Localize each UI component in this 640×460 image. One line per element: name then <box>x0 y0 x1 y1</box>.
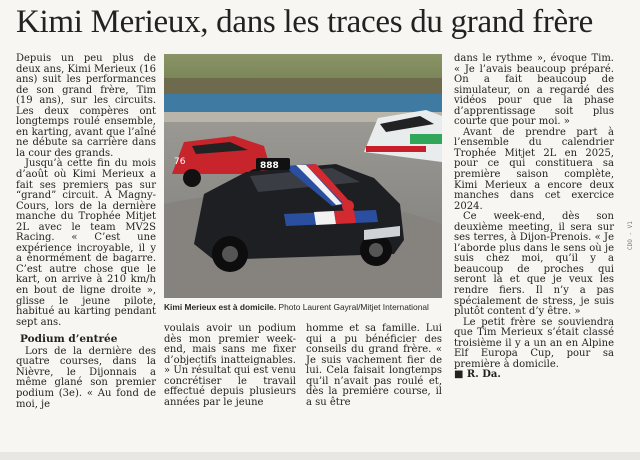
col1-paragraph-3: Lors de la dernière des quatre courses, dans la Nièvre, le Dijonnais a même glané son premier podium (3e). « Au fond de moi, je <box>16 345 156 410</box>
column-4 <box>454 54 614 384</box>
back-car-number: 76 <box>174 157 186 167</box>
car-number: 888 <box>260 161 279 171</box>
author-signature: ■ R. Da. <box>454 369 501 381</box>
race-car-illustration <box>164 54 442 298</box>
col1-paragraph-1: Depuis un peu plus de deux ans, Kimi Merieux (16 ans) suit les performances de son grand frère, Tim (19 ans), sur les circuits. Les deux compères ont longtemps roulé ensemble, en karting, avant que l’aîné ne débute sa carrière dans la cour des grands. <box>16 53 156 159</box>
column-1 <box>16 53 156 410</box>
col4-paragraph-4: Le petit frère se souviendra que Tim Merieux s’était classé troisième il y a un an en Alpine Elf Europa Cup, pour sa première à domicile. <box>454 316 614 370</box>
col4-paragraph-2: Avant de prendre part à l’ensemble du calendrier Trophée Mitjet 2L en 2025, pour ce qui constituera sa première saison complète, Kimi Merieux a encore deux manches dans cet exercice 2024. <box>454 126 614 212</box>
col4-paragraph-1: dans le rythme », évoque Tim. « Je l’avais beaucoup préparé. On a fait beaucoup de simulateur, on a regardé des vidéos pour que la phase d’apprentissage soit plus courte que pour moi. » <box>454 53 614 128</box>
race-car-photo <box>164 54 442 298</box>
subheading: Podium d’entrée <box>20 333 118 346</box>
column-3 <box>306 324 442 434</box>
col1-paragraph-2: Jusqu’à cette fin du mois d’août où Kimi Merieux a fait ses premiers pas sur “grand” circuit. À Magny-Cours, lors de la dernière manche du Trophée Mitjet 2L avec le team MV2S Racing. « C’est une expérience incroyable, il y a énormément de bagarre. C’est autre chose que le kart, on arrive à 210 km/h en bout de ligne droite », glisse le jeune pilote, habitué au karting pendant sept ans. <box>16 158 156 328</box>
column-2 <box>164 324 296 434</box>
col2-paragraph-1: voulais avoir un podium dès mon premier week-end, mais sans me fixer d’objectifs inatteignables. » Un résultat qui est venu concrétiser le travail effectué depuis plusieurs années par le jeune <box>164 323 296 408</box>
caption-title: Kimi Merieux est à domicile. <box>164 302 277 312</box>
caption-credit: Photo Laurent Gayral/Mitjet International <box>276 302 429 312</box>
headline: Kimi Merieux, dans les traces du grand frère <box>16 4 593 40</box>
photo-caption <box>164 302 448 313</box>
col3-paragraph-1: homme et sa famille. Lui qui a pu bénéficier des conseils du grand frère. « Je suis vachement fier de lui. Cela faisait longtemps qu’il n’avait pas roulé et, dès la première course, il a su être <box>306 323 442 408</box>
page-code: CDO - V1 <box>627 221 634 250</box>
col4-paragraph-3: Ce week-end, dès son deuxième meeting, il sera sur ses terres, à Dijon-Prenois. « Je l’aborde plus dans le sens où je suis chez moi, qu’il y a beaucoup de proches qui seront là et que je veux les rendre fiers. Il n’y a pas spécialement de stress, je suis plutôt content d’y être. » <box>454 211 614 318</box>
